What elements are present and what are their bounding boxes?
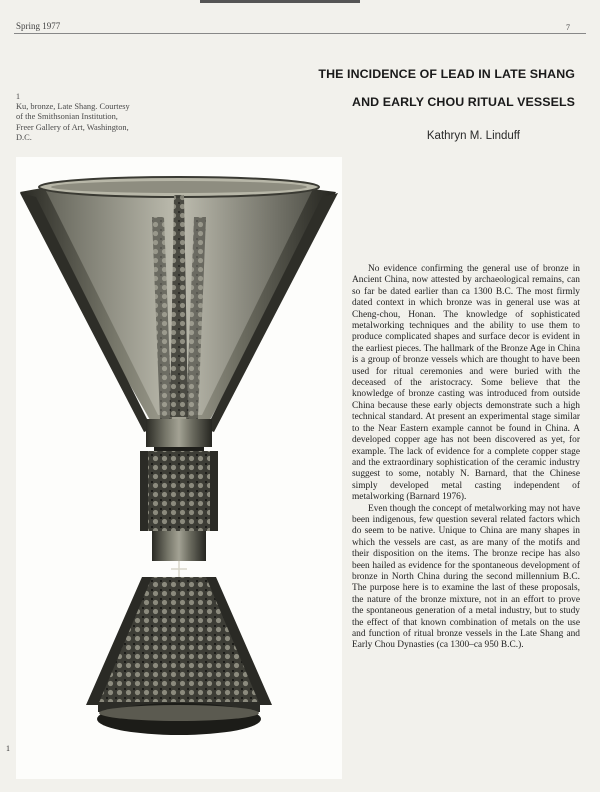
ku-vessel-photograph — [16, 157, 342, 779]
running-head: Spring 1977 — [16, 21, 61, 31]
author-name: Kathryn M. Linduff — [426, 130, 520, 142]
figure-caption — [16, 92, 134, 143]
body-paragraph: No evidence confirming the general use of bronze in Ancient China, now attested by archaeological remains, can so far be dated earlier than ca 1300 B.C. The most firmly dated context in which bronze was in general use was at Cheng-chou, Honan. The knowledge of sophisticated metalworking techniques and the ability to use them to produce complicated shapes and surface decor is evident in the earliest pieces. The hallmark of the Bronze Age in China is a group of bronze vessels which are thought to have been used for ritual ceremonies and were buried with the deceased of the aristocracy. Some believe that the knowledge of bronze casting was introduced from outside China because these early objects demonstrate such a high technical standard. At present an experimental stage similar to the Near Eastern example cannot be found in China. A developed copper age has not been discovered as yet, for example. The lack of evidence for a complete copper stage and the extraordinary sophistication of the ceramic industry suggest to some, notably N. Barnard, that the Chinese simply developed metal casting independent of metalworking (Barnard 1976). — [352, 264, 580, 503]
body-paragraph: Even though the concept of metalworking may not have been indigenous, few question several related factors which do seem to be native. Unique to China are many shapes in which the vessels are cast, as are many of the motifs and their disposition on the items. The bronze recipe has also been hailed as evidence for the spontaneous development of bronze in North China during the second millennium B.C. The purpose here is to examine the last of these proposals, the nature of the bronze mixture, not in an effort to prove the spontaneous generation of a metal industry, but to study the effect of that known combination of metals on the use and function of ritual bronze vessels in the Late Shang and Early Chou Dynasties (ca 1300–ca 950 B.C.). — [352, 503, 580, 651]
caption-text: Ku, bronze, Late Shang. Courtesy of the Smithsonian Institution, Freer Gallery of Art, Washington, D.C. — [16, 102, 130, 142]
top-edge-bar — [200, 0, 360, 3]
header-rule — [14, 33, 586, 34]
article-body — [352, 264, 580, 652]
page-number: 7 — [566, 23, 570, 32]
article-title-line-1: THE INCIDENCE OF LEAD IN LATE SHANG — [318, 67, 575, 81]
caption-number: 1 — [16, 92, 20, 101]
article-title-line-2: AND EARLY CHOU RITUAL VESSELS — [352, 95, 575, 109]
figure-number: 1 — [6, 744, 10, 753]
